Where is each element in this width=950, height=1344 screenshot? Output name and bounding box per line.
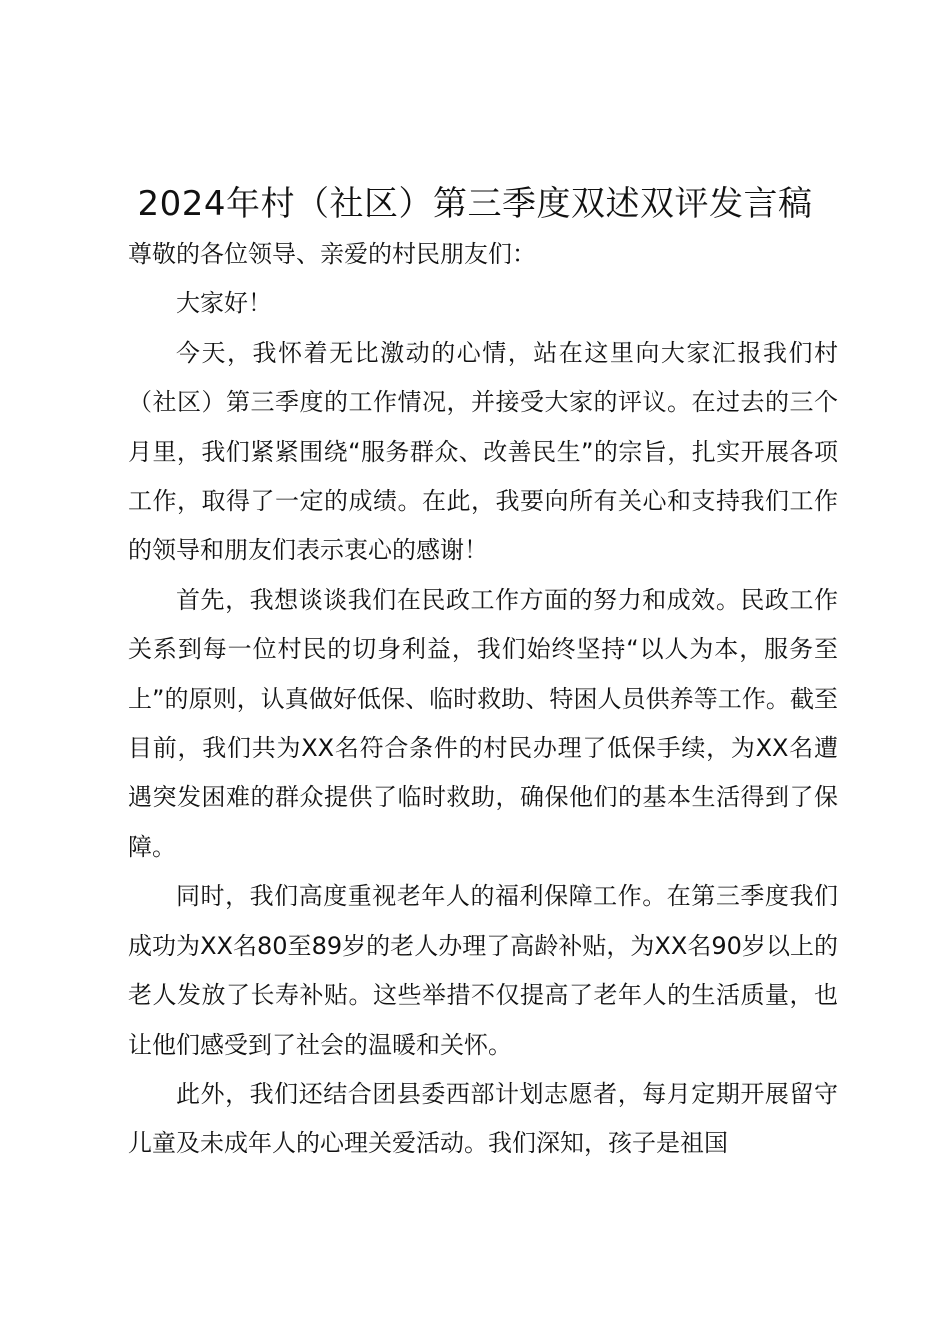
paragraph: 大家好！ [176, 289, 272, 318]
paragraph: 同时，我们高度重视老年人的福利保障工作。在第三季度我们成功为XX名80至89岁的老人办理了高龄补贴，为XX名90岁以上的老人发放了长寿补贴。这些举措不仅提高了老年人的生活质量，也让他们感受到了社会的温暖和关怀。 [128, 882, 838, 1059]
salutation: 尊敬的各位领导、亲爱的村民朋友们： [128, 240, 536, 268]
paragraph: 今天，我怀着无比激动的心情，站在这里向大家汇报我们村（社区）第三季度的工作情况，并接受大家的评议。在过去的三个月里，我们紧紧围绕“服务群众、改善民生”的宗旨，扎实开展各项工作，取得了一定的成绩。在此，我要向所有关心和支持我们工作的领导和朋友们表示衷心的感谢！ [128, 338, 838, 565]
paragraph: 首先，我想谈谈我们在民政工作方面的努力和成效。民政工作关系到每一位村民的切身利益，我们始终坚持“以人为本，服务至上”的原则，认真做好低保、临时救助、特困人员供养等工作。截至目前，我们共为XX名符合条件的村民办理了低保手续，为XX名遭遇突发困难的群众提供了临时救助，确保他们的基本生活得到了保障。 [128, 585, 838, 861]
paragraph: 此外，我们还结合团县委西部计划志愿者，每月定期开展留守儿童及未成年人的心理关爱活动。我们深知，孩子是祖国 [128, 1079, 838, 1158]
document-body [128, 230, 838, 1169]
document-title: 2024年村（社区）第三季度双述双评发言稿 [137, 184, 813, 224]
